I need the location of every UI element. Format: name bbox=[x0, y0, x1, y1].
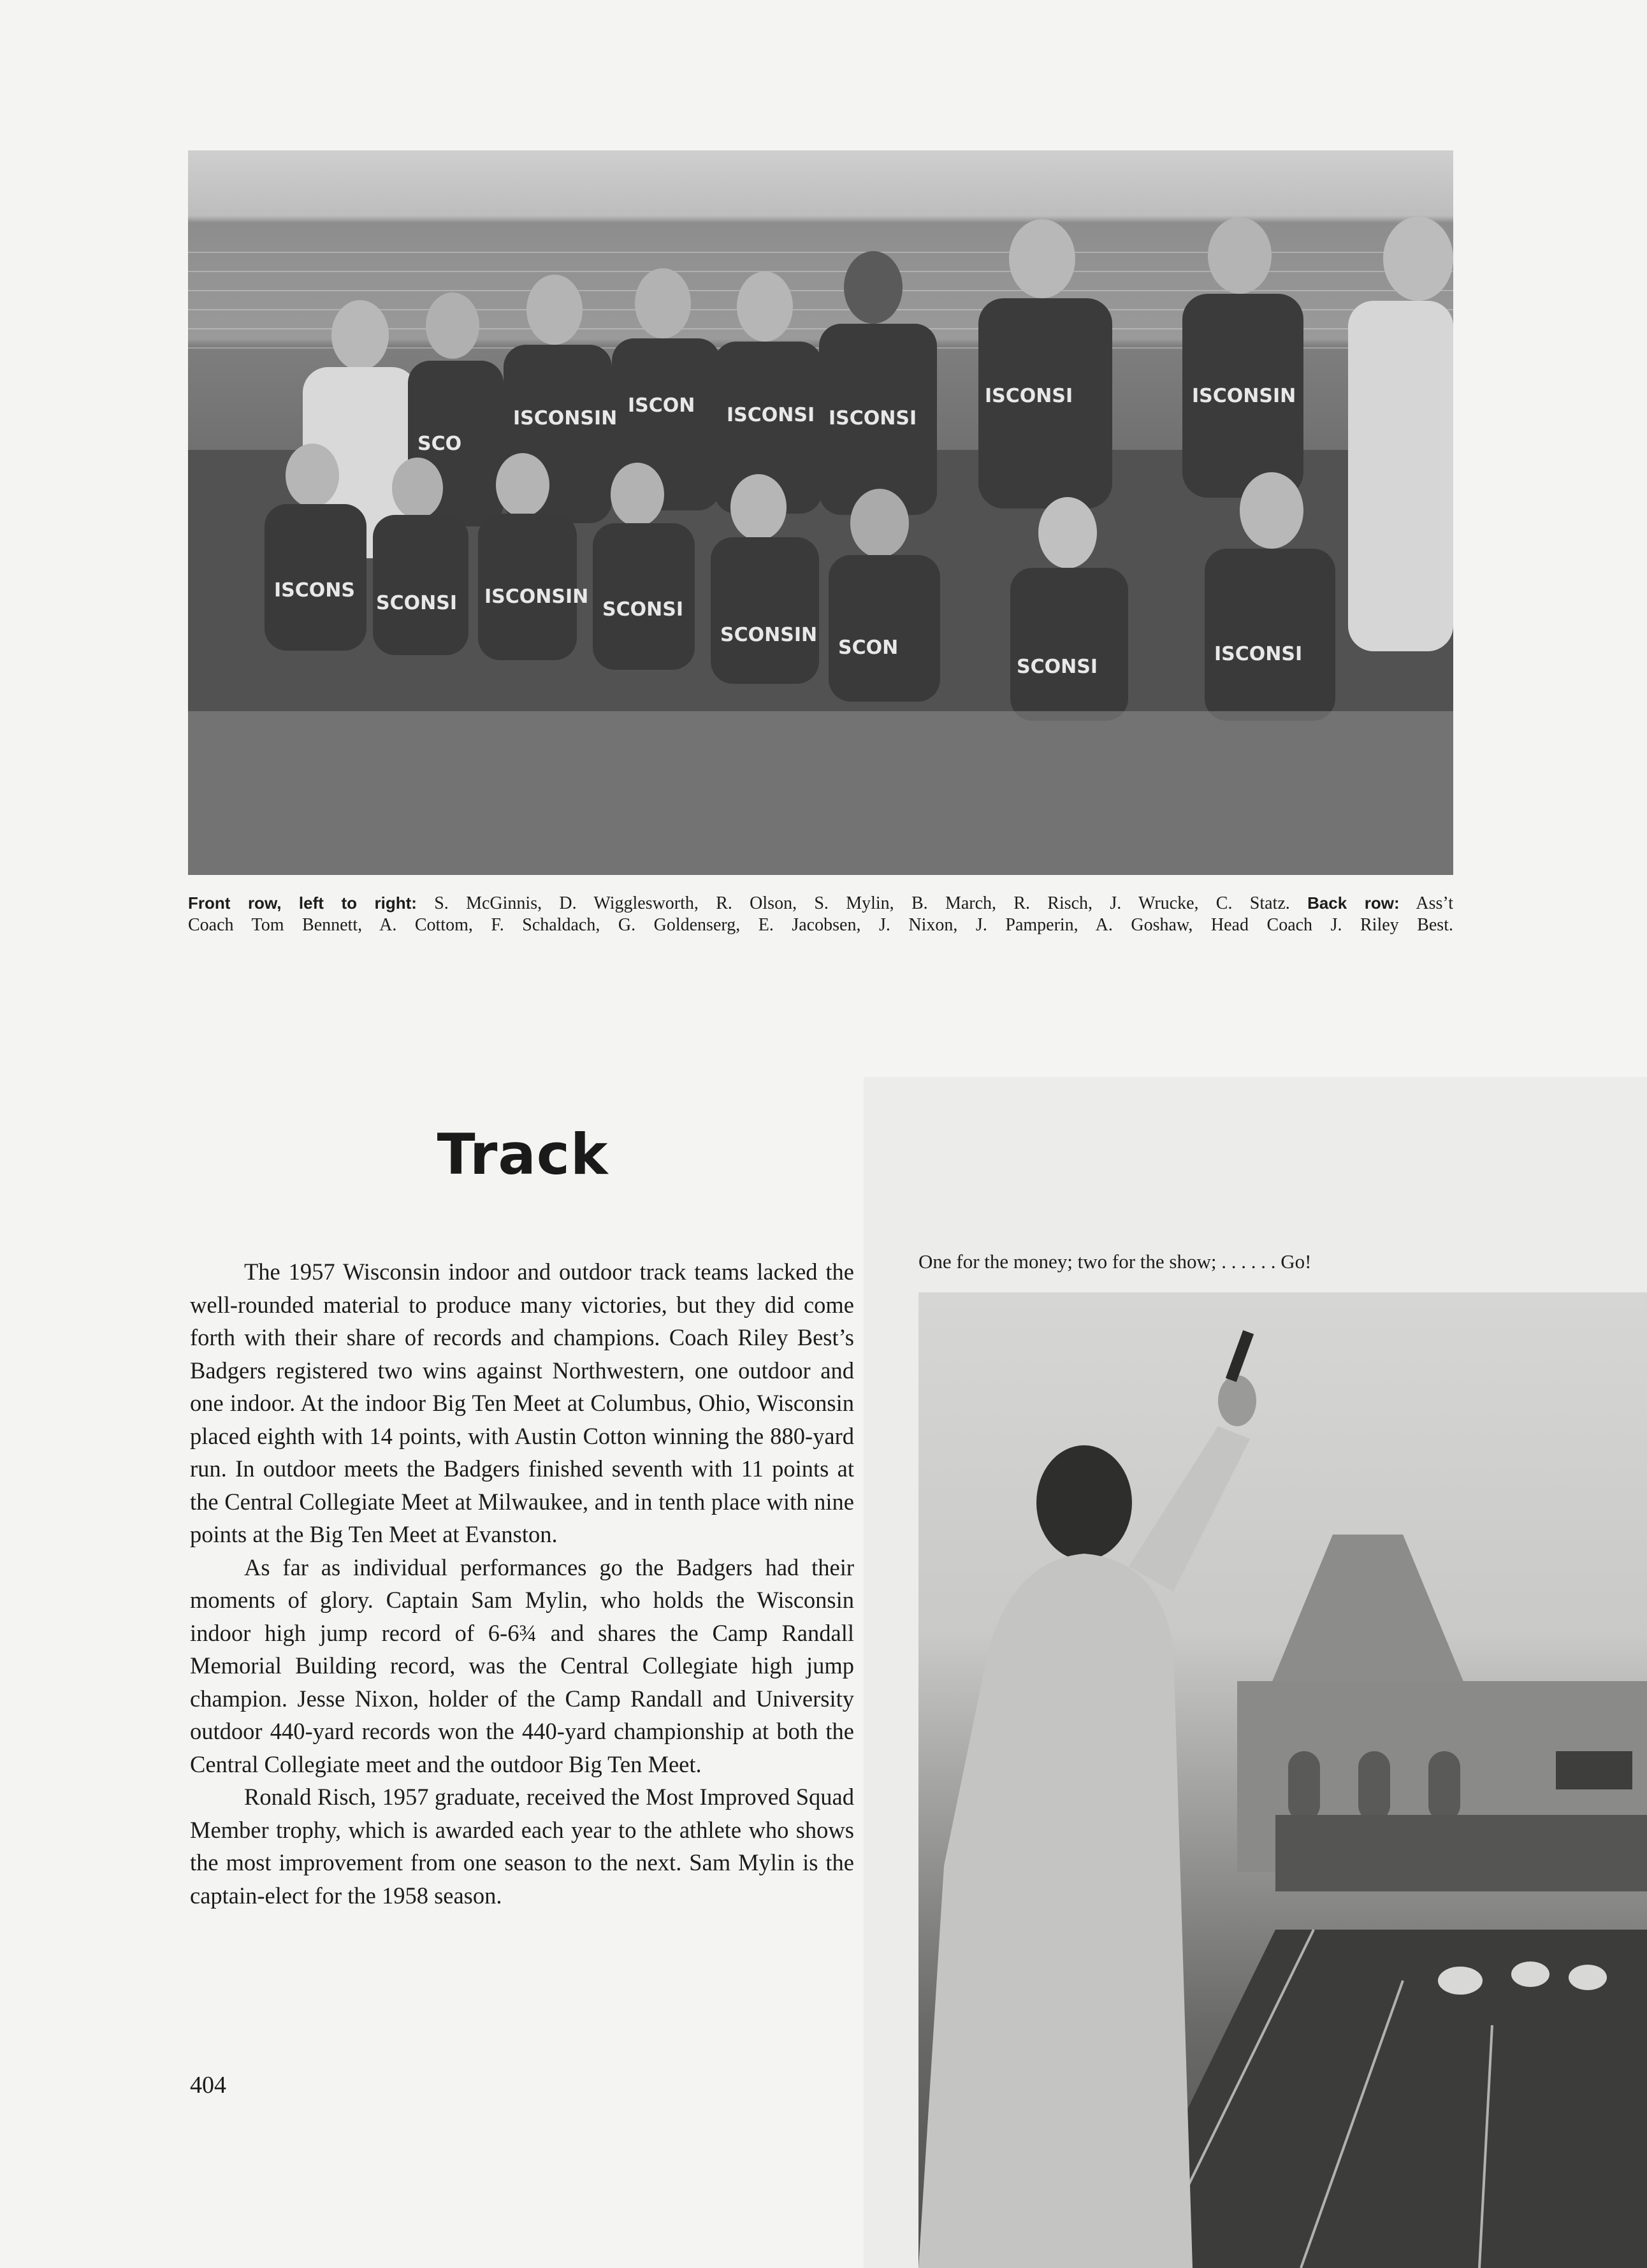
svg-text:ISCONSIN: ISCONSIN bbox=[484, 586, 589, 608]
page-title: Track bbox=[437, 1122, 609, 1187]
starter-photo-illustration bbox=[918, 1292, 1647, 2268]
starter-photo-caption: One for the money; two for the show; . . . . . . Go! bbox=[918, 1250, 1312, 1273]
svg-text:SCO: SCO bbox=[417, 433, 462, 455]
svg-text:ISCONSI: ISCONSI bbox=[829, 407, 917, 430]
caption-front-names: S. McGinnis, D. Wigglesworth, R. Olson, S. Mylin, B. March, R. Risch, J. Wrucke, C. Statz. bbox=[434, 893, 1290, 913]
article-body bbox=[190, 1255, 854, 1912]
svg-text:ISCONSIN: ISCONSIN bbox=[513, 407, 618, 430]
svg-text:SCONSI: SCONSI bbox=[602, 598, 684, 621]
svg-text:ISCONSI: ISCONSI bbox=[985, 385, 1073, 407]
caption-back-names: Coach Tom Bennett, A. Cottom, F. Schaldach, G. Goldenserg, E. Jacobsen, J. Nixon, J. Pamperin, A. Goshaw, Head Coach J. Riley Best. bbox=[188, 915, 1453, 935]
team-photo-illustration bbox=[188, 150, 1453, 875]
article-paragraph-1: The 1957 Wisconsin indoor and outdoor track teams lacked the well-rounded material to produce many victories, but they did come forth with their share of records and champions. Coach Riley Best’s Badgers registered two wins against Northwestern, one outdoor and one indoor. At the indoor Big Ten Meet at Columbus, Ohio, Wisconsin placed eighth with 14 points, with Austin Cotton winning the 880-yard run. In outdoor meets the Badgers finished seventh with 11 points at the Central Collegiate Meet at Milwaukee, and in tenth place with nine points at the Big Ten Meet at Evanston. bbox=[190, 1259, 854, 1547]
svg-text:ISCONS: ISCONS bbox=[274, 579, 356, 602]
page-number: 404 bbox=[190, 2072, 226, 2098]
starter-photo bbox=[918, 1292, 1647, 2268]
article-paragraph-3: Ronald Risch, 1957 graduate, received the Most Improved Squad Member trophy, which is awarded each year to the athlete who shows the most improvement from one season to the next. Sam Mylin is the captain-elect for the 1958 season. bbox=[190, 1784, 854, 1909]
svg-text:ISCON: ISCON bbox=[628, 394, 695, 417]
svg-text:ISCONSIN: ISCONSIN bbox=[1192, 385, 1296, 407]
caption-back-start: Ass’t bbox=[1416, 893, 1453, 913]
svg-text:ISCONSI: ISCONSI bbox=[1214, 643, 1303, 665]
svg-text:ISCONSI: ISCONSI bbox=[727, 404, 815, 426]
team-photo bbox=[188, 150, 1453, 875]
team-photo-caption bbox=[188, 892, 1453, 936]
svg-text:SCONSI: SCONSI bbox=[1017, 656, 1098, 678]
caption-front-lead: Front row, left to right: bbox=[188, 893, 417, 913]
article-paragraph-2: As far as individual performances go the Badgers had their moments of glory. Captain Sam Mylin, who holds the Wisconsin indoor high jump record of 6-6¾ and shares the Camp Randall Memorial Building record, was the Central Collegiate high jump champion. Jesse Nixon, holder of the Camp Randall and University outdoor 440-yard records won the 440-yard championship at both the Central Collegiate meet and the outdoor Big Ten Meet. bbox=[190, 1554, 854, 1777]
caption-back-lead: Back row: bbox=[1307, 893, 1400, 913]
svg-text:SCONSI: SCONSI bbox=[376, 592, 458, 614]
svg-text:SCONSIN: SCONSIN bbox=[720, 624, 818, 646]
svg-text:SCON: SCON bbox=[838, 637, 899, 659]
